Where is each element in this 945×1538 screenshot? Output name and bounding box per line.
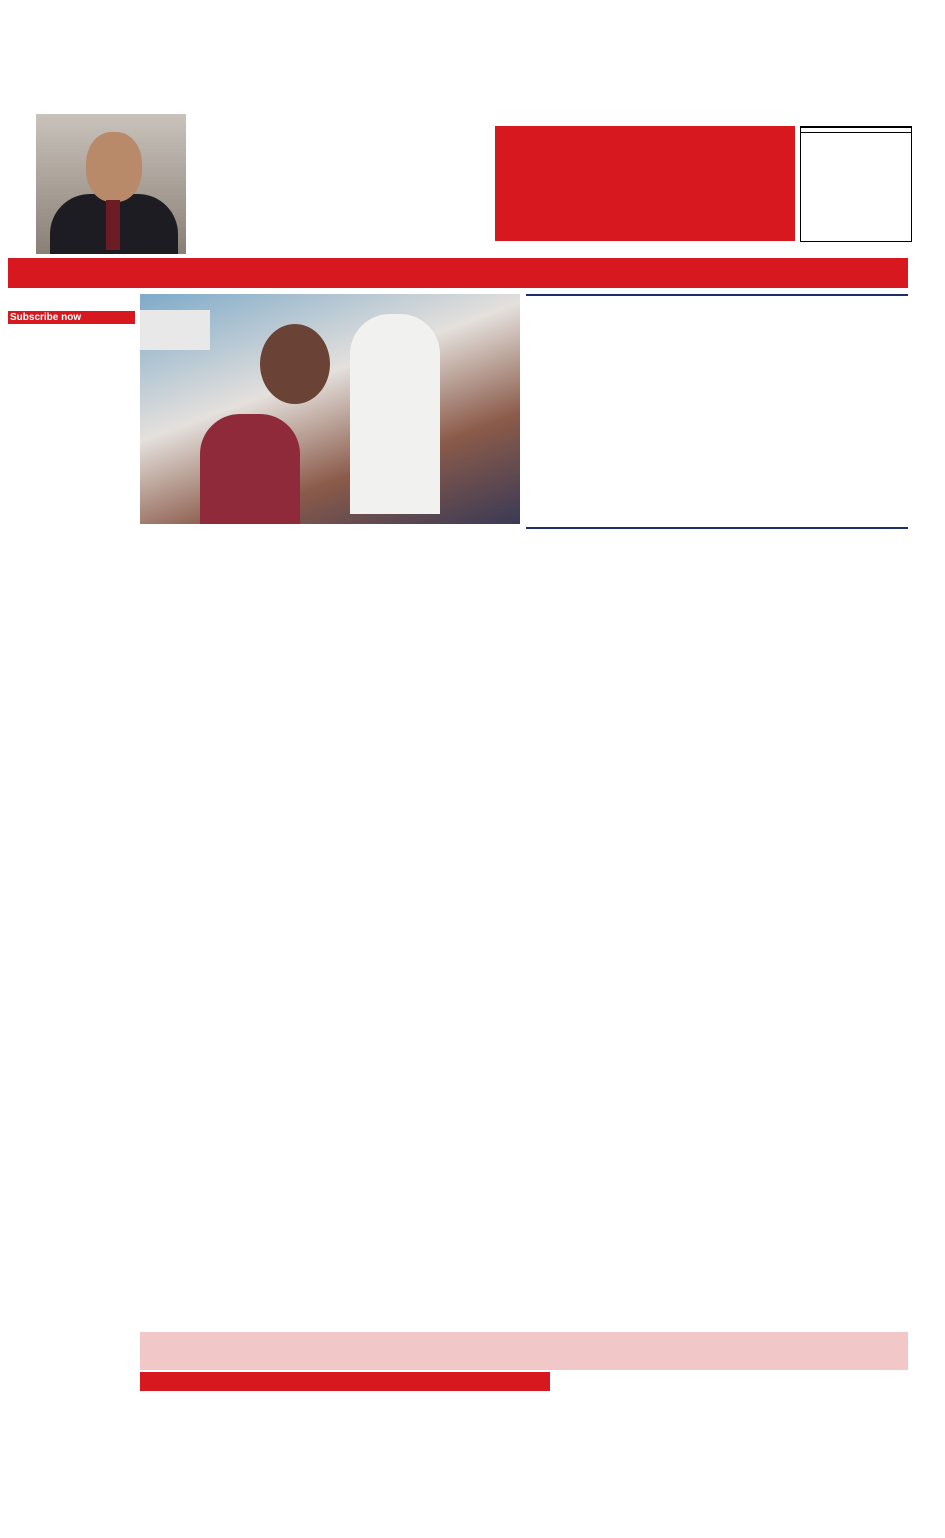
- inside-item[interactable]: [495, 160, 795, 177]
- secp-body: [398, 810, 520, 926]
- market-col: [527, 1394, 650, 1516]
- trump-story[interactable]: [142, 1076, 390, 1252]
- subscribe-button[interactable]: Subscribe now: [8, 311, 135, 324]
- market-col: [656, 1394, 779, 1516]
- market-body: [140, 1394, 908, 1516]
- saeed-body: [398, 1032, 520, 1244]
- saeed-story[interactable]: [398, 1026, 520, 1244]
- market-subhead: [140, 1372, 550, 1391]
- portrait-photo: [36, 114, 186, 254]
- date-box: [800, 126, 912, 242]
- afghan-col: [526, 844, 649, 954]
- nab-story[interactable]: [142, 792, 390, 980]
- amnesty-story[interactable]: [526, 1098, 908, 1202]
- weekday: [801, 127, 911, 128]
- lead-story[interactable]: [526, 294, 908, 300]
- photo-banner: [140, 310, 210, 350]
- nab-col: [142, 796, 263, 980]
- inside-pages-box: [495, 126, 795, 241]
- twitter-story[interactable]: [398, 553, 520, 707]
- top-news-ticker[interactable]: [8, 258, 908, 288]
- afghan-col: [655, 844, 778, 954]
- market-sidebar: [8, 294, 135, 1514]
- amnesty-col: [526, 1102, 649, 1202]
- lead-deck-2: [526, 527, 908, 529]
- inside-item[interactable]: [495, 194, 795, 211]
- twitter-body: [398, 561, 520, 707]
- lead-col: [655, 532, 778, 784]
- firdous-col: [142, 564, 263, 664]
- edition: [801, 132, 911, 133]
- market-col: [398, 1394, 521, 1516]
- secp-story[interactable]: [398, 804, 520, 926]
- inside-item[interactable]: [495, 126, 795, 143]
- trump-col: [142, 1080, 263, 1252]
- inside-item[interactable]: [495, 143, 795, 160]
- afghan-col: [785, 844, 908, 954]
- market-col: [140, 1394, 263, 1516]
- market-col: [785, 1394, 908, 1516]
- lead-col: [785, 532, 908, 784]
- afghan-story[interactable]: [526, 840, 908, 954]
- firdous-col: [269, 564, 390, 664]
- nab-col: [269, 796, 390, 980]
- amnesty-col: [655, 1102, 778, 1202]
- lead-deck: [526, 294, 908, 296]
- amnesty-col: [785, 1102, 908, 1202]
- inside-item[interactable]: [495, 177, 795, 194]
- firdous-story[interactable]: [142, 552, 390, 664]
- market-headline[interactable]: [140, 1332, 908, 1370]
- lead-photo: [140, 294, 520, 524]
- market-col: [269, 1394, 392, 1516]
- trump-col: [269, 1080, 390, 1252]
- lead-body: [526, 527, 908, 784]
- lead-col: [526, 532, 649, 784]
